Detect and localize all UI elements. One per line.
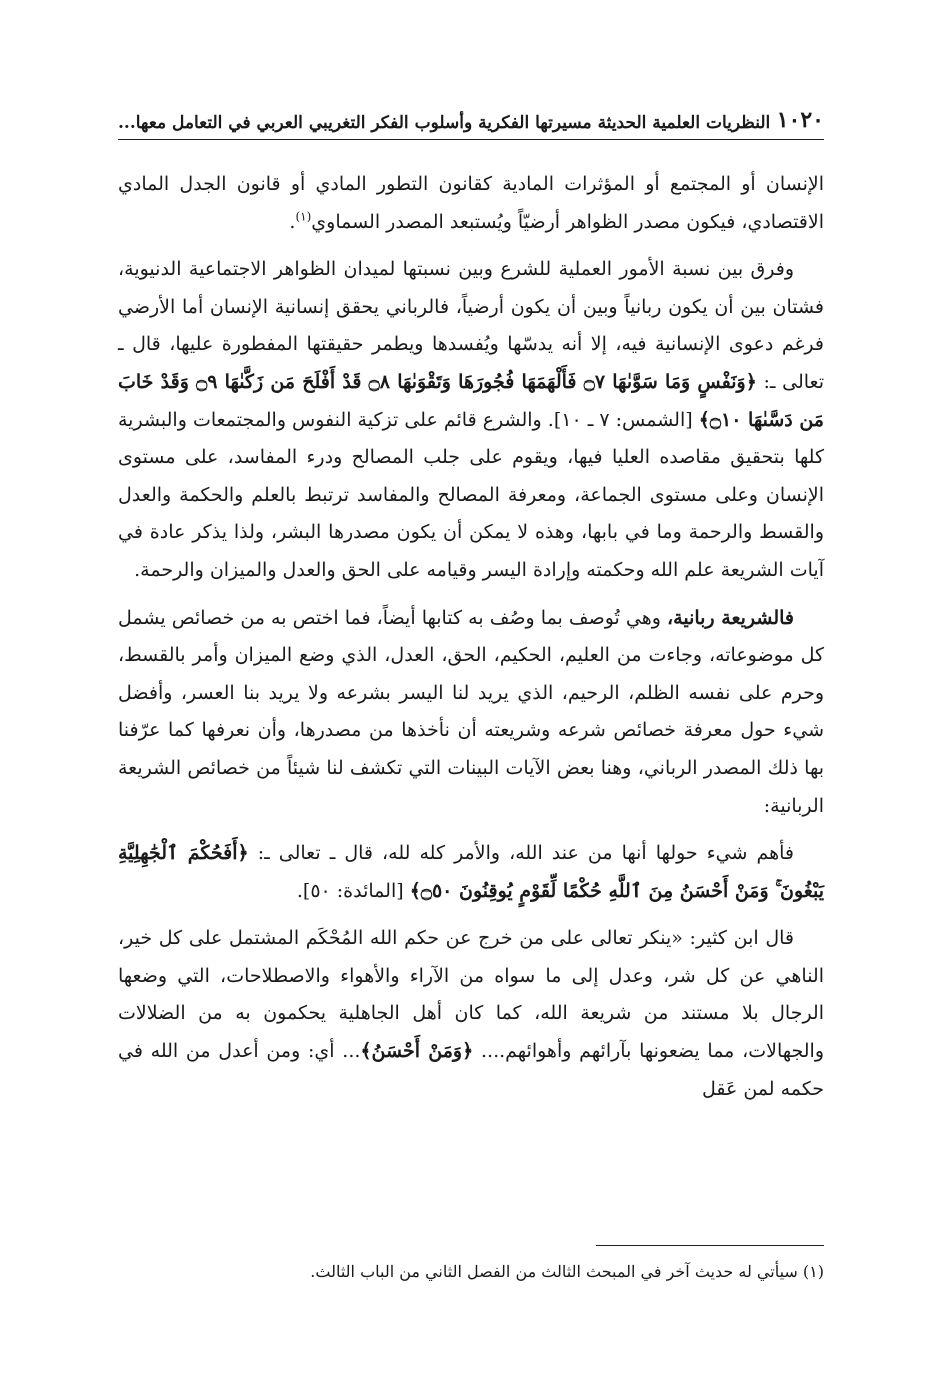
paragraph-5-rest: ... أي: ومن أعدل من الله في حكمه لمن عَقل — [118, 1040, 824, 1100]
paragraph-4-rest: [المائدة: ٥٠]. — [296, 879, 404, 902]
paragraph-1-end: . — [289, 210, 296, 233]
paragraph-3 — [118, 600, 824, 826]
paragraph-2-text: وفرق بين نسبة الأمور العملية للشرع وبين نسبتها لميدان الظواهر الاجتماعية الدنيوية، فشتان بين أن يكون ربانياً وبين أن يكون أرضياً، فالرباني يحقق إنسانية الإنسان أما الأرضي فرغم دعوى الإنسانية فيه، إلا أنه يدسّها ويُفسدها ويطمر حقيقتها المفطورة عليها، قال ـ تعالى ـ: — [118, 258, 824, 393]
footnote — [118, 1258, 824, 1286]
footnote-number: (١) — [802, 1262, 824, 1281]
paragraph-5-text: قال ابن كثير: «ينكر تعالى على من خرج عن حكم الله المُحْكَم المشتمل على كل خير، الناهي عن كل شر، وعدل إلى ما سواه من الآراء والأهواء والاصطلاحات، التي وضعها الرجال بلا مستند من شريعة الله، كما كان أهل الجاهلية يحكمون به من الضلالات والجهالات، مما يضعونها بآرائهم وأهوائهم.... — [118, 927, 825, 1063]
paragraph-2-rest: [الشمس: ٧ ـ ١٠]. والشرع قائم على تزكية النفوس والمجتمعات والبشرية كلها بتحقيق مقاصده العليا فيها، ويقوم على جلب المصالح ودرء المفاسد، على مستوى الإنسان وعلى مستوى الجماعة، ومعرفة المصالح والمفاسد ترتبط بالعلم والحكمة والعدل والقسط والرحمة وما في بابها، وهذه لا يمكن أن يكون مصدرها البشر، ولذا يذكر عادة في آيات الشريعة علم الله وحكمته وإرادة اليسر وقيامه على الحق والعدل والميزان والرحمة. — [118, 408, 824, 581]
body-text — [118, 166, 824, 1118]
footnote-separator — [596, 1245, 824, 1246]
paragraph-3-bold: فالشريعة ربانية، — [667, 606, 794, 629]
paragraph-4 — [118, 835, 824, 910]
footnote-text: سيأتي له حديث آخر في المبحث الثالث من الفصل الثاني من الباب الثالث. — [310, 1262, 798, 1281]
quran-verse-quote: ﴿وَمَنْ أَحْسَنُ﴾ — [360, 1040, 474, 1063]
paragraph-2 — [118, 251, 824, 589]
paragraph-1-text: الإنسان أو المجتمع أو المؤثرات المادية كقانون التطور المادي أو قانون الجدل المادي الاقتصادي، فيكون مصدر الظواهر أرضيّاً ويُستبعد المصدر السماوي — [118, 173, 824, 233]
running-title: النظريات العلمية الحديثة مسيرتها الفكرية وأسلوب الفكر التغريبي العربي في التعامل معها... — [118, 113, 771, 133]
paragraph-4-text: فأهم شيء حولها أنها من عند الله، والأمر كله لله، قال ـ تعالى ـ: — [257, 842, 795, 865]
paragraph-3-text: وهي تُوصف بما وصُف به كتابها أيضاً، فما اختص به من خصائص يشمل كل موضوعاته، وجاءت من العليم، الحكيم، الحق، العدل، الذي وضع الميزان وأمر بالقسط، وحرم على نفسه الظلم، الرحيم، الذي يريد لنا اليسر بشرعه ولا يريد بنا العسر، وأفضل شيء حول معرفة خصائص شرعه وشريعته أن نأخذها من مصدرها، وأن نعرفها كما عرّفنا بها ذلك المصدر الرباني، وهنا بعض الآيات البينات التي تكشف لنا شيئاً من خصائص الشريعة الربانية: — [118, 606, 824, 817]
footnote-reference[interactable]: (١) — [295, 209, 312, 224]
quran-verse-maidah: ﴿أَفَحُكْمَ ٱلْجَٰهِلِيَّةِ يَبْغُونَ ۚ وَمَنْ أَحْسَنُ مِنَ ٱللَّهِ حُكْمًا لِّقَوْمٍ يُوقِنُونَ ۝٥٠﴾ — [118, 842, 824, 902]
page-header — [118, 100, 824, 140]
quran-verse-shams: ﴿وَنَفْسٍ وَمَا سَوَّىٰهَا ۝٧ فَأَلْهَمَهَا فُجُورَهَا وَتَقْوَىٰهَا ۝٨ قَدْ أَفْلَحَ مَن زَكَّىٰهَا ۝٩ وَقَدْ خَابَ مَن دَسَّىٰهَا ۝١٠﴾ — [118, 370, 824, 431]
paragraph-5 — [118, 920, 824, 1108]
page-number: ١٠٢٠ — [776, 107, 824, 133]
paragraph-1 — [118, 166, 824, 241]
